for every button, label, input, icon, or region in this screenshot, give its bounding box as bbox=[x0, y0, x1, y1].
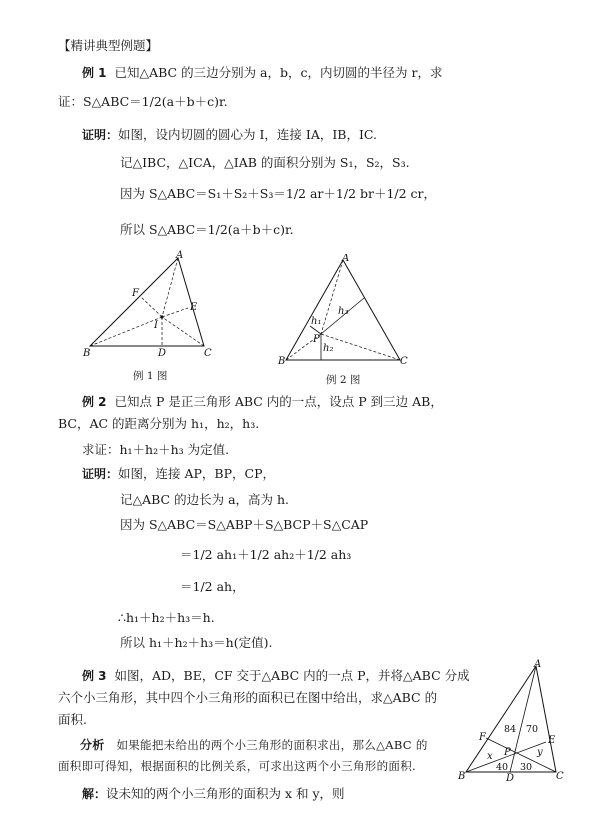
label-d: D bbox=[506, 773, 515, 782]
perpendiculars bbox=[310, 298, 364, 360]
ex1-proof-line1: 证明：如图，设内切圆的圆心为 I，连接 IA，IB，IC. bbox=[82, 127, 378, 142]
label-f: F bbox=[479, 732, 486, 743]
label-b: B bbox=[458, 771, 466, 782]
ex2-proof-line2: 记△ABC 的边长为 a，高为 h. bbox=[120, 492, 290, 507]
triangle-abc bbox=[90, 258, 204, 346]
ex2-proof-line7: 所以 h₁＋h₂＋h₃＝h(定值). bbox=[120, 635, 273, 650]
ex1-label: 例 1 bbox=[82, 66, 107, 80]
ex1-proof-line2: 记△IBC，△ICA，△IAB 的面积分别为 S₁，S₂，S₃. bbox=[120, 155, 410, 170]
ex2-label: 例 2 bbox=[82, 395, 107, 409]
ex2-proof-line5: ＝1/2 ah， bbox=[180, 579, 245, 594]
ex2-proof-label: 证明： bbox=[82, 467, 119, 481]
ex2-line2: BC，AC 的距离分别为 h₁，h₂，h₃. bbox=[58, 416, 260, 431]
label-c: C bbox=[204, 348, 212, 359]
ex2-proof-line1: 证明：如图，连接 AP，BP，CP， bbox=[82, 466, 275, 481]
label-a: A bbox=[534, 659, 542, 670]
incenter-dot bbox=[160, 315, 163, 318]
ex1-line2: 证：S△ABC＝1/2(a＋b＋c)r. bbox=[58, 94, 228, 109]
ex2-line1: 例 2 已知点 P 是正三角形 ABC 内的一点，设点 P 到三边 AB， bbox=[82, 394, 443, 409]
area-84: 84 bbox=[504, 724, 517, 735]
ex1-proof-line3: 因为 S△ABC＝S₁＋S₂＋S₃＝1/2 ar＋1/2 br＋1/2 cr， bbox=[120, 186, 437, 201]
area-30: 30 bbox=[520, 762, 533, 773]
ex3-analysis-line2: 面积即可得知，根据面积的比例关系，可求出这两个小三角形的面积. bbox=[58, 759, 416, 773]
ex1-text1: 已知△ABC 的三边分别为 a，b，c，内切圆的半径为 r，求 bbox=[114, 65, 443, 80]
label-h2: h₂ bbox=[323, 343, 334, 354]
dashed-lines bbox=[90, 258, 204, 346]
ex2-proof-line6: ∴h₁＋h₂＋h₃＝h. bbox=[118, 610, 215, 625]
ex2-line3: 求证：h₁＋h₂＋h₃ 为定值. bbox=[82, 442, 230, 457]
ex1-proof-label: 证明： bbox=[82, 128, 119, 142]
ex3-line2: 六个小三角形，其中四个小三角形的面积已在图中给出，求△ABC 的 bbox=[58, 690, 438, 705]
ex1-figure bbox=[80, 250, 220, 362]
ex3-analysis-line1: 分析 如果能把未给出的两个小三角形的面积求出，那么△ABC 的 bbox=[80, 738, 428, 752]
ex1-proof-line4: 所以 S△ABC＝1/2(a＋b＋c)r. bbox=[120, 222, 294, 237]
ex1-fig-caption: 例 1 图 bbox=[133, 370, 168, 382]
ex3-figure bbox=[456, 658, 576, 782]
ex2-proof-line3: 因为 S△ABC＝S△ABP＋S△BCP＋S△CAP bbox=[120, 517, 369, 532]
ex3-solution-label: 解： bbox=[82, 787, 107, 801]
ex3-line3: 面积. bbox=[58, 712, 87, 727]
label-a: A bbox=[176, 250, 184, 261]
ex1-line1 bbox=[82, 63, 442, 81]
ex3-analysis-label: 分析 bbox=[80, 738, 105, 752]
label-y: y bbox=[537, 747, 543, 758]
area-70: 70 bbox=[526, 724, 539, 735]
label-p: P bbox=[313, 334, 320, 345]
label-c: C bbox=[556, 771, 564, 782]
section-title: 【精讲典型例题】 bbox=[58, 38, 159, 53]
ex2-proof-line4: ＝1/2 ah₁＋1/2 ah₂＋1/2 ah₃ bbox=[180, 547, 352, 562]
ex3-line1: 例 3 如图，AD，BE，CF 交于△ABC 内的一点 P，并将△ABC 分成 bbox=[82, 668, 470, 683]
label-i: I bbox=[154, 320, 158, 331]
label-p: P bbox=[504, 747, 511, 758]
label-a: A bbox=[342, 254, 350, 264]
label-b: B bbox=[83, 348, 91, 359]
label-e: E bbox=[548, 735, 556, 746]
ex3-label: 例 3 bbox=[82, 669, 107, 683]
ex2-fig-caption: 例 2 图 bbox=[326, 374, 361, 386]
label-b: B bbox=[278, 356, 286, 366]
area-40: 40 bbox=[496, 762, 509, 773]
label-e: E bbox=[190, 302, 198, 313]
label-d: D bbox=[158, 348, 167, 359]
label-c: C bbox=[400, 356, 408, 366]
label-x: x bbox=[487, 751, 493, 762]
ex3-solution-line1: 解：设未知的两个小三角形的面积为 x 和 y，则 bbox=[82, 786, 345, 801]
label-h1: h₁ bbox=[311, 316, 322, 327]
ex2-figure bbox=[276, 254, 411, 366]
label-f: F bbox=[132, 288, 139, 299]
label-h3: h₃ bbox=[338, 306, 349, 317]
